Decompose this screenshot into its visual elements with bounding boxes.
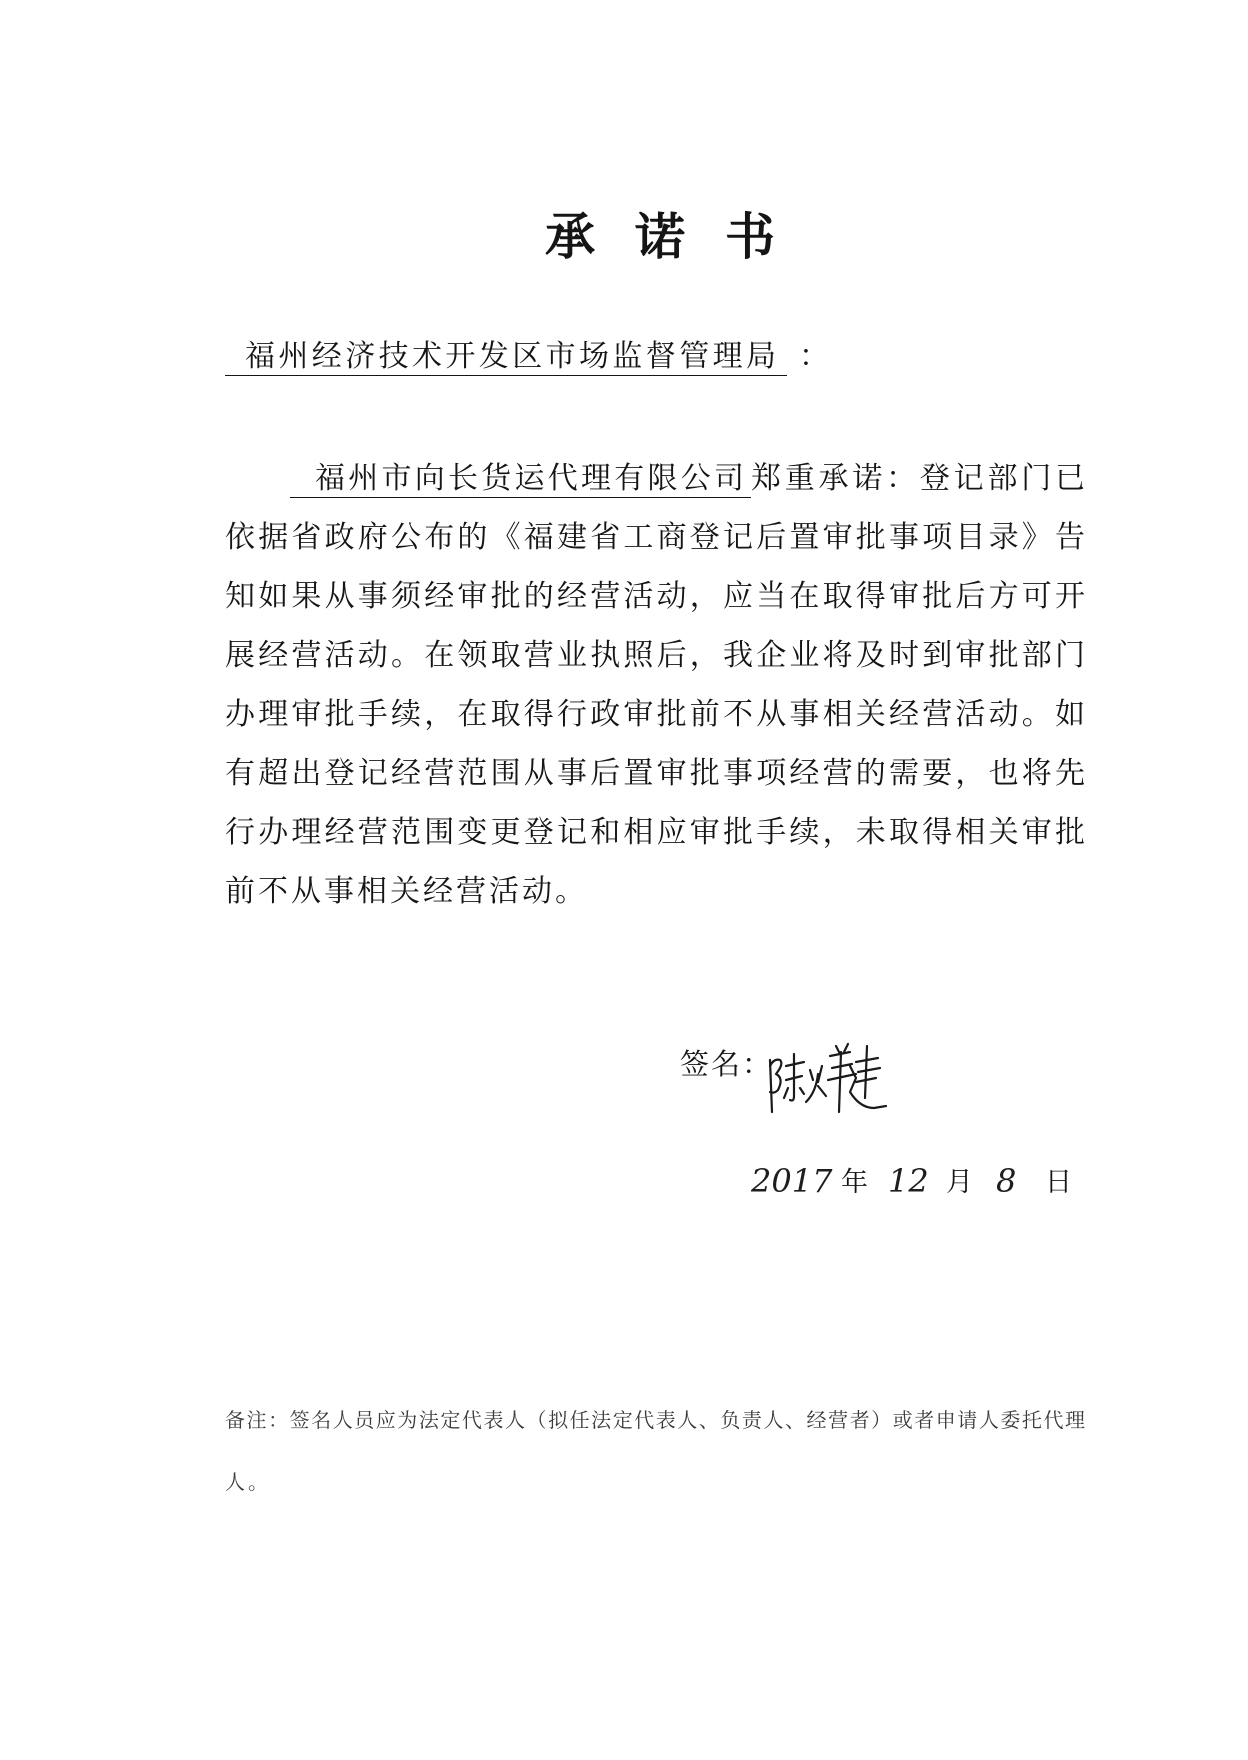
signature-stroke <box>858 1068 880 1072</box>
addressee-line <box>225 339 829 376</box>
body-line: 前不从事相关经营活动。 <box>225 874 588 909</box>
date-year-unit: 年 <box>841 1167 868 1198</box>
date-month-unit: 月 <box>946 1167 973 1198</box>
date-day: 8 <box>996 1162 1017 1200</box>
body-line: 行办理经营范围变更登记和相应审批手续，未取得相关审批 <box>225 815 1085 850</box>
body-line <box>225 449 1085 508</box>
date-month: 12 <box>888 1162 929 1200</box>
note-line: 人。 <box>225 1470 271 1494</box>
signature-stroke <box>810 1070 813 1080</box>
body-line: 有超出登记经营范围从事后置审批事项经营的需要，也将先 <box>225 756 1085 791</box>
body-line: 办理审批手续，在取得行政审批前不从事相关经营活动。如 <box>225 697 1085 732</box>
document-title: 承诺书 <box>545 207 815 266</box>
body-line: 展经营活动。在领取营业执照后，我企业将及时到审批部门 <box>225 638 1085 673</box>
addressee-colon: ： <box>799 339 829 374</box>
commitment-body <box>225 449 1085 921</box>
company-name: 福州市向长货运代理有限公司 <box>290 461 751 498</box>
signature-label: 签名： <box>680 1047 774 1081</box>
handwritten-signature <box>764 1036 888 1122</box>
signature-stroke <box>818 1086 826 1096</box>
signature-stroke <box>784 1088 788 1098</box>
signature-stroke <box>839 1052 841 1112</box>
signature-stroke <box>828 1074 856 1080</box>
signature-stroke <box>844 1044 848 1052</box>
body-line: 知如果从事须经审批的经营活动，应当在取得审批后方可开 <box>225 579 1085 614</box>
date-year: 2017 <box>751 1162 833 1200</box>
signature-stroke <box>770 1060 772 1112</box>
body-line: 依据省政府公布的《福建省工商登记后置审批事项目录》告 <box>225 520 1085 555</box>
body-line-text: 郑重承诺：登记部门已 <box>751 461 1085 496</box>
signature-stroke <box>865 1046 867 1098</box>
signature-stroke <box>800 1088 804 1094</box>
signature-stroke <box>836 1046 840 1054</box>
date-day-unit: 日 <box>1045 1167 1072 1198</box>
note-line: 备注：签名人员应为法定代表人（拟任法定代表人、负责人、经营者）或者申请人委托代理 <box>225 1408 1085 1432</box>
addressee-name: 福州经济技术开发区市场监督管理局 <box>225 339 787 376</box>
signature-stroke <box>850 1066 886 1108</box>
